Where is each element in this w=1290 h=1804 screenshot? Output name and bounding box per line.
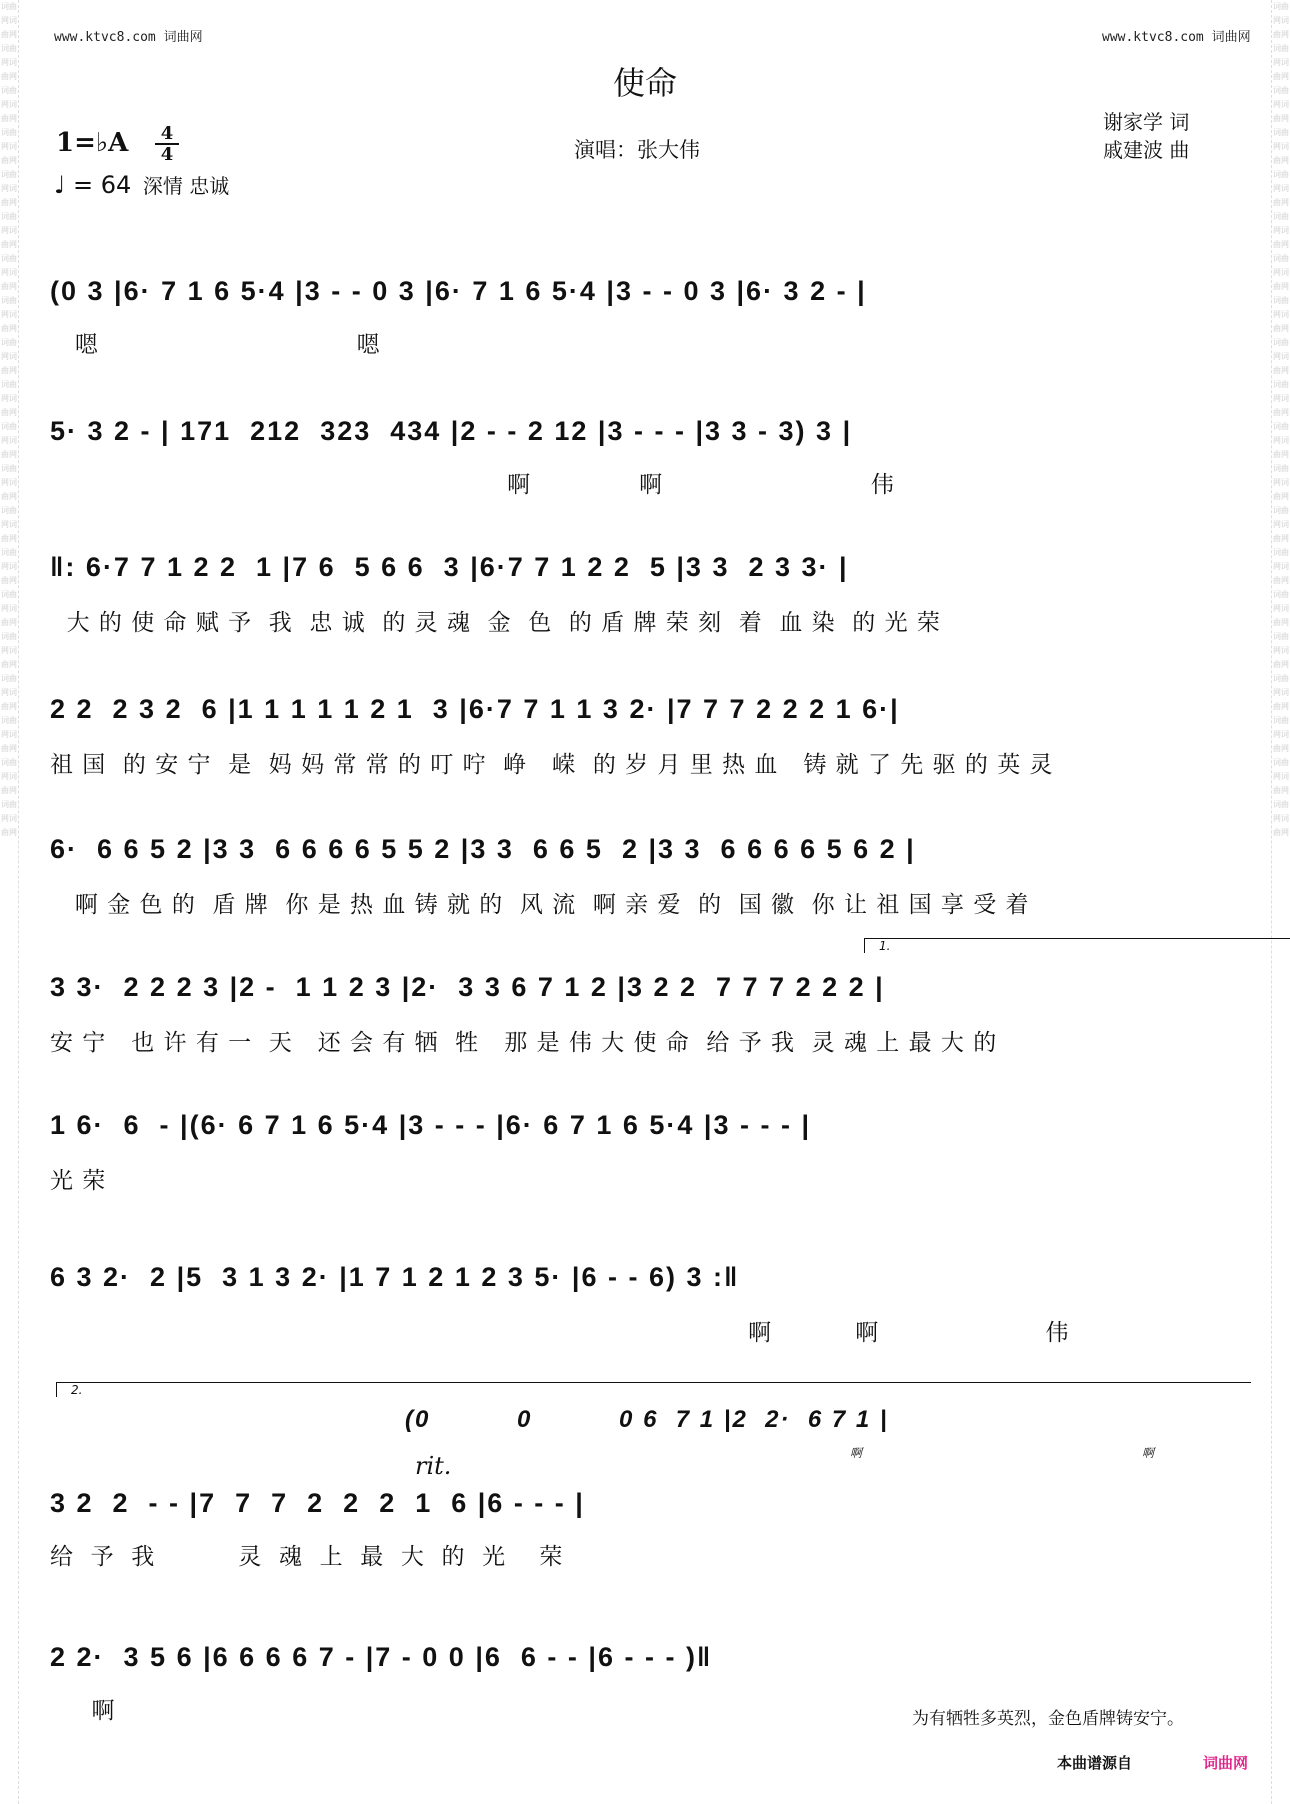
source-site: 词曲网 (1203, 1754, 1249, 1772)
score-system-6 (50, 938, 1240, 1058)
small-lyric: 啊 (850, 1446, 863, 1460)
lyric-line: 安 宁 也 许 有 一 天 还 会 有 牺 牲 那 是 伟 大 使 命 给 予 我 灵 魂 上 最 大 的 (50, 1030, 998, 1056)
score-system-9 (50, 1382, 1240, 1570)
left-watermark-strip: 词曲网词曲网词曲网词曲网词曲网词曲网词曲网词曲网词曲网词曲网词曲网词曲网词曲网词曲网词曲网词曲网词曲网词曲网词曲网词曲网词曲网词曲网词曲网词曲网词曲网词曲网词曲网词曲网词曲网词曲网词曲网词曲网词曲网词曲网词曲网词曲网词曲网词曲网词曲网词曲网 (0, 0, 19, 1804)
lyric-line: 啊 啊 伟 (50, 472, 895, 498)
lyricist: 谢家学 词 (1103, 110, 1190, 134)
volta-1: 1. (864, 938, 1290, 953)
notation-line: 3 2 2 - - |7 7 7 2 2 2 1 6 |6 - - - | (50, 1488, 585, 1518)
notation-line: ‖: 6·7 7 1 2 2 1 |7 6 5 6 6 3 |6·7 7 1 2 2 5 |3 3 2 3 3· | (50, 552, 849, 582)
score-system-2 (50, 410, 1240, 500)
singer: 演唱：张大伟 (574, 138, 700, 162)
expression-text: 深情 忠诚 (142, 174, 230, 198)
score-system-5 (50, 834, 1240, 924)
header-site-right (1102, 26, 1251, 45)
right-watermark-strip: 词曲网词曲网词曲网词曲网词曲网词曲网词曲网词曲网词曲网词曲网词曲网词曲网词曲网词曲网词曲网词曲网词曲网词曲网词曲网词曲网词曲网词曲网词曲网词曲网词曲网词曲网词曲网词曲网词曲网词曲网词曲网词曲网词曲网词曲网词曲网词曲网词曲网词曲网词曲网词曲网 (1271, 0, 1290, 1804)
lyric-line: 啊 啊 伟 (50, 1320, 1070, 1346)
ritardando-mark: rit. (415, 1452, 452, 1480)
lyric-line: 光 荣 (50, 1168, 107, 1194)
source-label: 本曲谱源自 (1057, 1754, 1133, 1772)
lyric-line: 给 予 我 灵 魂 上 最 大 的 光 荣 (50, 1544, 564, 1570)
lyric-line: 嗯 嗯 (50, 332, 381, 358)
header-site-left (54, 26, 203, 45)
score-system-8 (50, 1262, 1240, 1352)
footer-lyric: 为有牺牲多英烈，金色盾牌铸安宁。 (912, 1709, 1184, 1729)
notation-line: 6· 6 6 5 2 |3 3 6 6 6 6 5 5 2 |3 3 6 6 5 2 |3 3 6 6 6 6 5 6 2 | (50, 834, 916, 864)
score-system-3 (50, 552, 1240, 642)
lyric-line: 大 的 使 命 赋 予 我 忠 诚 的 灵 魂 金 色 的 盾 牌 荣 刻 着 血 染 的 光 荣 (50, 610, 941, 636)
tempo-value: = 64 (72, 171, 132, 199)
notation-line: 3 3· 2 2 2 3 |2 - 1 1 2 3 |2· 3 3 6 7 1 2 |3 2 2 7 7 7 2 2 2 | (50, 972, 885, 1002)
key-signature: 1=♭A (56, 128, 129, 158)
notation-line: 1 6· 6 - |(6· 6 7 1 6 5·4 |3 - - - |6· 6 7 1 6 5·4 |3 - - - | (50, 1110, 812, 1140)
time-signature (155, 124, 179, 164)
lyric-line: 祖 国 的 安 宁 是 妈 妈 常 常 的 叮 咛 峥 嵘 的 岁 月 里 热 血 铸 就 了 先 驱 的 英 灵 (50, 752, 1054, 778)
notation-line: 2 2 2 3 2 6 |1 1 1 1 1 2 1 3 |6·7 7 1 1 3 2· |7 7 7 2 2 2 1 6·| (50, 694, 900, 724)
tempo-marking (54, 170, 229, 199)
notation-line: (0 3 |6· 7 1 6 5·4 |3 - - 0 3 |6· 7 1 6 5·4 |3 - - 0 3 |6· 3 2 - | (50, 276, 867, 306)
site-name: 词曲网 (163, 30, 203, 45)
instrument-line: (0 0 0 6 7 1 |2 2· 6 7 1 | (405, 1406, 889, 1433)
notation-line: 6 3 2· 2 |5 3 1 3 2· |1 7 1 2 1 2 3 5· |6 - - 6) 3 :‖ (50, 1262, 740, 1292)
small-lyric: 啊 (1142, 1446, 1155, 1460)
notation-line: 5· 3 2 - | 171 212 323 434 |2 - - 2 12 |3 - - - |3 3 - 3) 3 | (50, 416, 853, 446)
song-title: 使命 (612, 64, 677, 102)
site-url: www.ktvc8.com (54, 30, 156, 45)
composer: 戚建波 曲 (1103, 138, 1190, 162)
score-system-1 (50, 270, 1240, 360)
quarter-note-icon: ♩ (54, 171, 66, 199)
lyric-line: 啊 金 色 的 盾 牌 你 是 热 血 铸 就 的 风 流 啊 亲 爱 的 国 徽 你 让 祖 国 享 受 着 (50, 892, 1030, 918)
credits (1103, 108, 1189, 164)
lyric-line: 啊 (50, 1698, 116, 1724)
notation-line: 2 2· 3 5 6 |6 6 6 6 7 - |7 - 0 0 |6 6 - - |6 - - - )‖ (50, 1642, 713, 1672)
volta-2: 2. (56, 1382, 1251, 1397)
score-system-4 (50, 694, 1240, 784)
site-url: www.ktvc8.com (1102, 30, 1204, 45)
site-name: 词曲网 (1211, 30, 1251, 45)
time-sig-top: 4 (160, 123, 174, 144)
time-sig-bottom: 4 (155, 143, 179, 164)
score-system-7 (50, 1110, 1240, 1200)
